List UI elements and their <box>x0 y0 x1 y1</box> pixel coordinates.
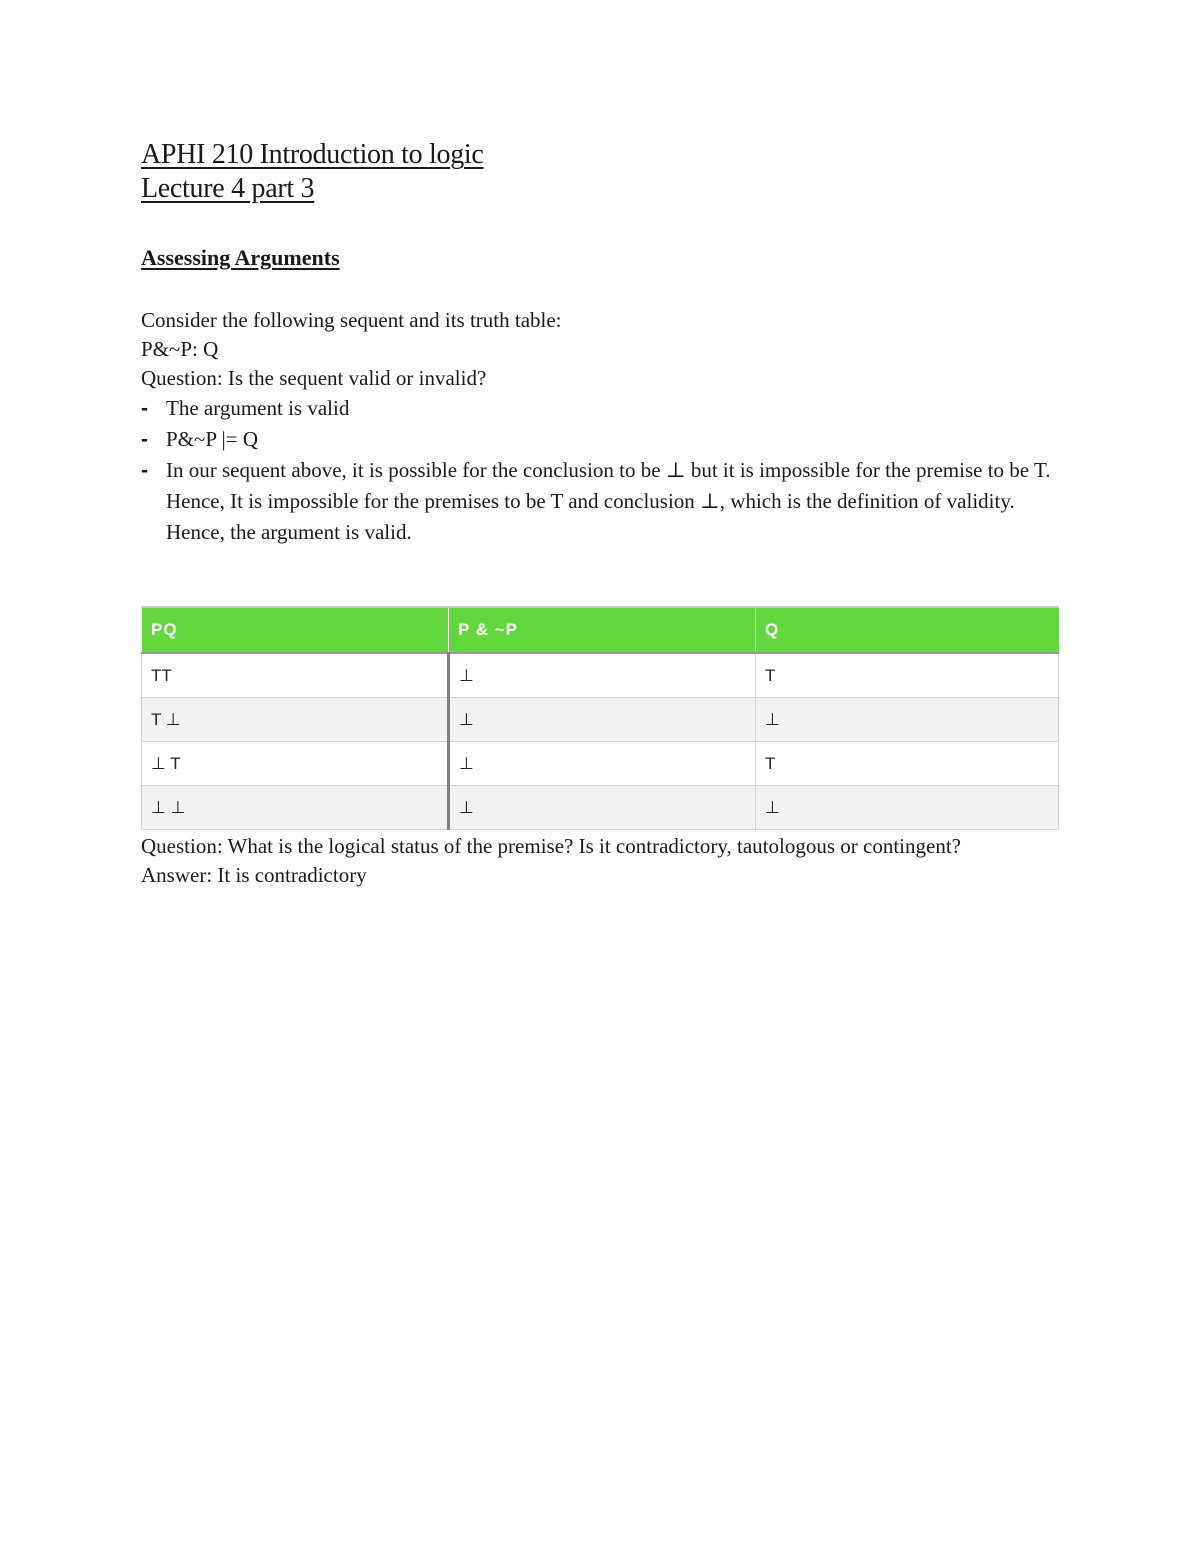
sequent-text: P&~P: Q <box>141 337 219 361</box>
table-cell: T <box>756 742 1059 786</box>
intro-text: Consider the following sequent and its truth table: <box>141 308 562 332</box>
table-cell: ⊥ <box>756 698 1059 742</box>
bullet-item <box>141 424 1059 455</box>
header-cell-conclusion: Q <box>756 607 1059 653</box>
bullet-dash: - <box>141 459 148 482</box>
question-logical-status: Question: What is the logical status of the premise? Is it contradictory, tautologous or contingent? <box>141 834 961 858</box>
bullet-dash: - <box>141 397 148 420</box>
table-cell: ⊥ <box>449 742 756 786</box>
question-validity: Question: Is the sequent valid or invalid? <box>141 366 487 390</box>
table-cell: ⊥ <box>756 786 1059 830</box>
document-subtitle: Lecture 4 part 3 <box>141 173 315 204</box>
table-row <box>142 742 1059 786</box>
table-row <box>142 698 1059 742</box>
table-cell: ⊥ <box>449 786 756 830</box>
table-cell: ⊥ T <box>142 742 449 786</box>
bullet-item <box>141 393 1059 424</box>
answer-bullet-list <box>141 393 1059 548</box>
table-row <box>142 653 1059 698</box>
table-cell: TT <box>142 653 449 698</box>
table-row <box>142 786 1059 830</box>
header-cell-premise: P & ~P <box>449 607 756 653</box>
answer-text: Answer: It is contradictory <box>141 863 367 887</box>
table-cell: ⊥ <box>449 653 756 698</box>
table-cell: T ⊥ <box>142 698 449 742</box>
header-cell-pq: PQ <box>142 607 449 653</box>
table-cell: ⊥ <box>449 698 756 742</box>
truth-table-header-row <box>142 607 1059 653</box>
bullet-text: The argument is valid <box>166 396 350 420</box>
bullet-dash: - <box>141 428 148 451</box>
bullet-text: In our sequent above, it is possible for the conclusion to be ⊥ but it is impossible for the premise to be T. Hence, It is impossible for the premises to be T and conclusion ⊥, which is the definition of validity. Hence, the argument is valid. <box>166 458 1051 544</box>
document-page <box>141 138 1059 890</box>
bullet-item <box>141 455 1059 548</box>
document-title: APHI 210 Introduction to logic <box>141 139 484 170</box>
bullet-text: P&~P |= Q <box>166 427 258 451</box>
table-cell: ⊥ ⊥ <box>142 786 449 830</box>
truth-table <box>141 606 1059 830</box>
section-heading: Assessing Arguments <box>141 245 340 270</box>
table-cell: T <box>756 653 1059 698</box>
